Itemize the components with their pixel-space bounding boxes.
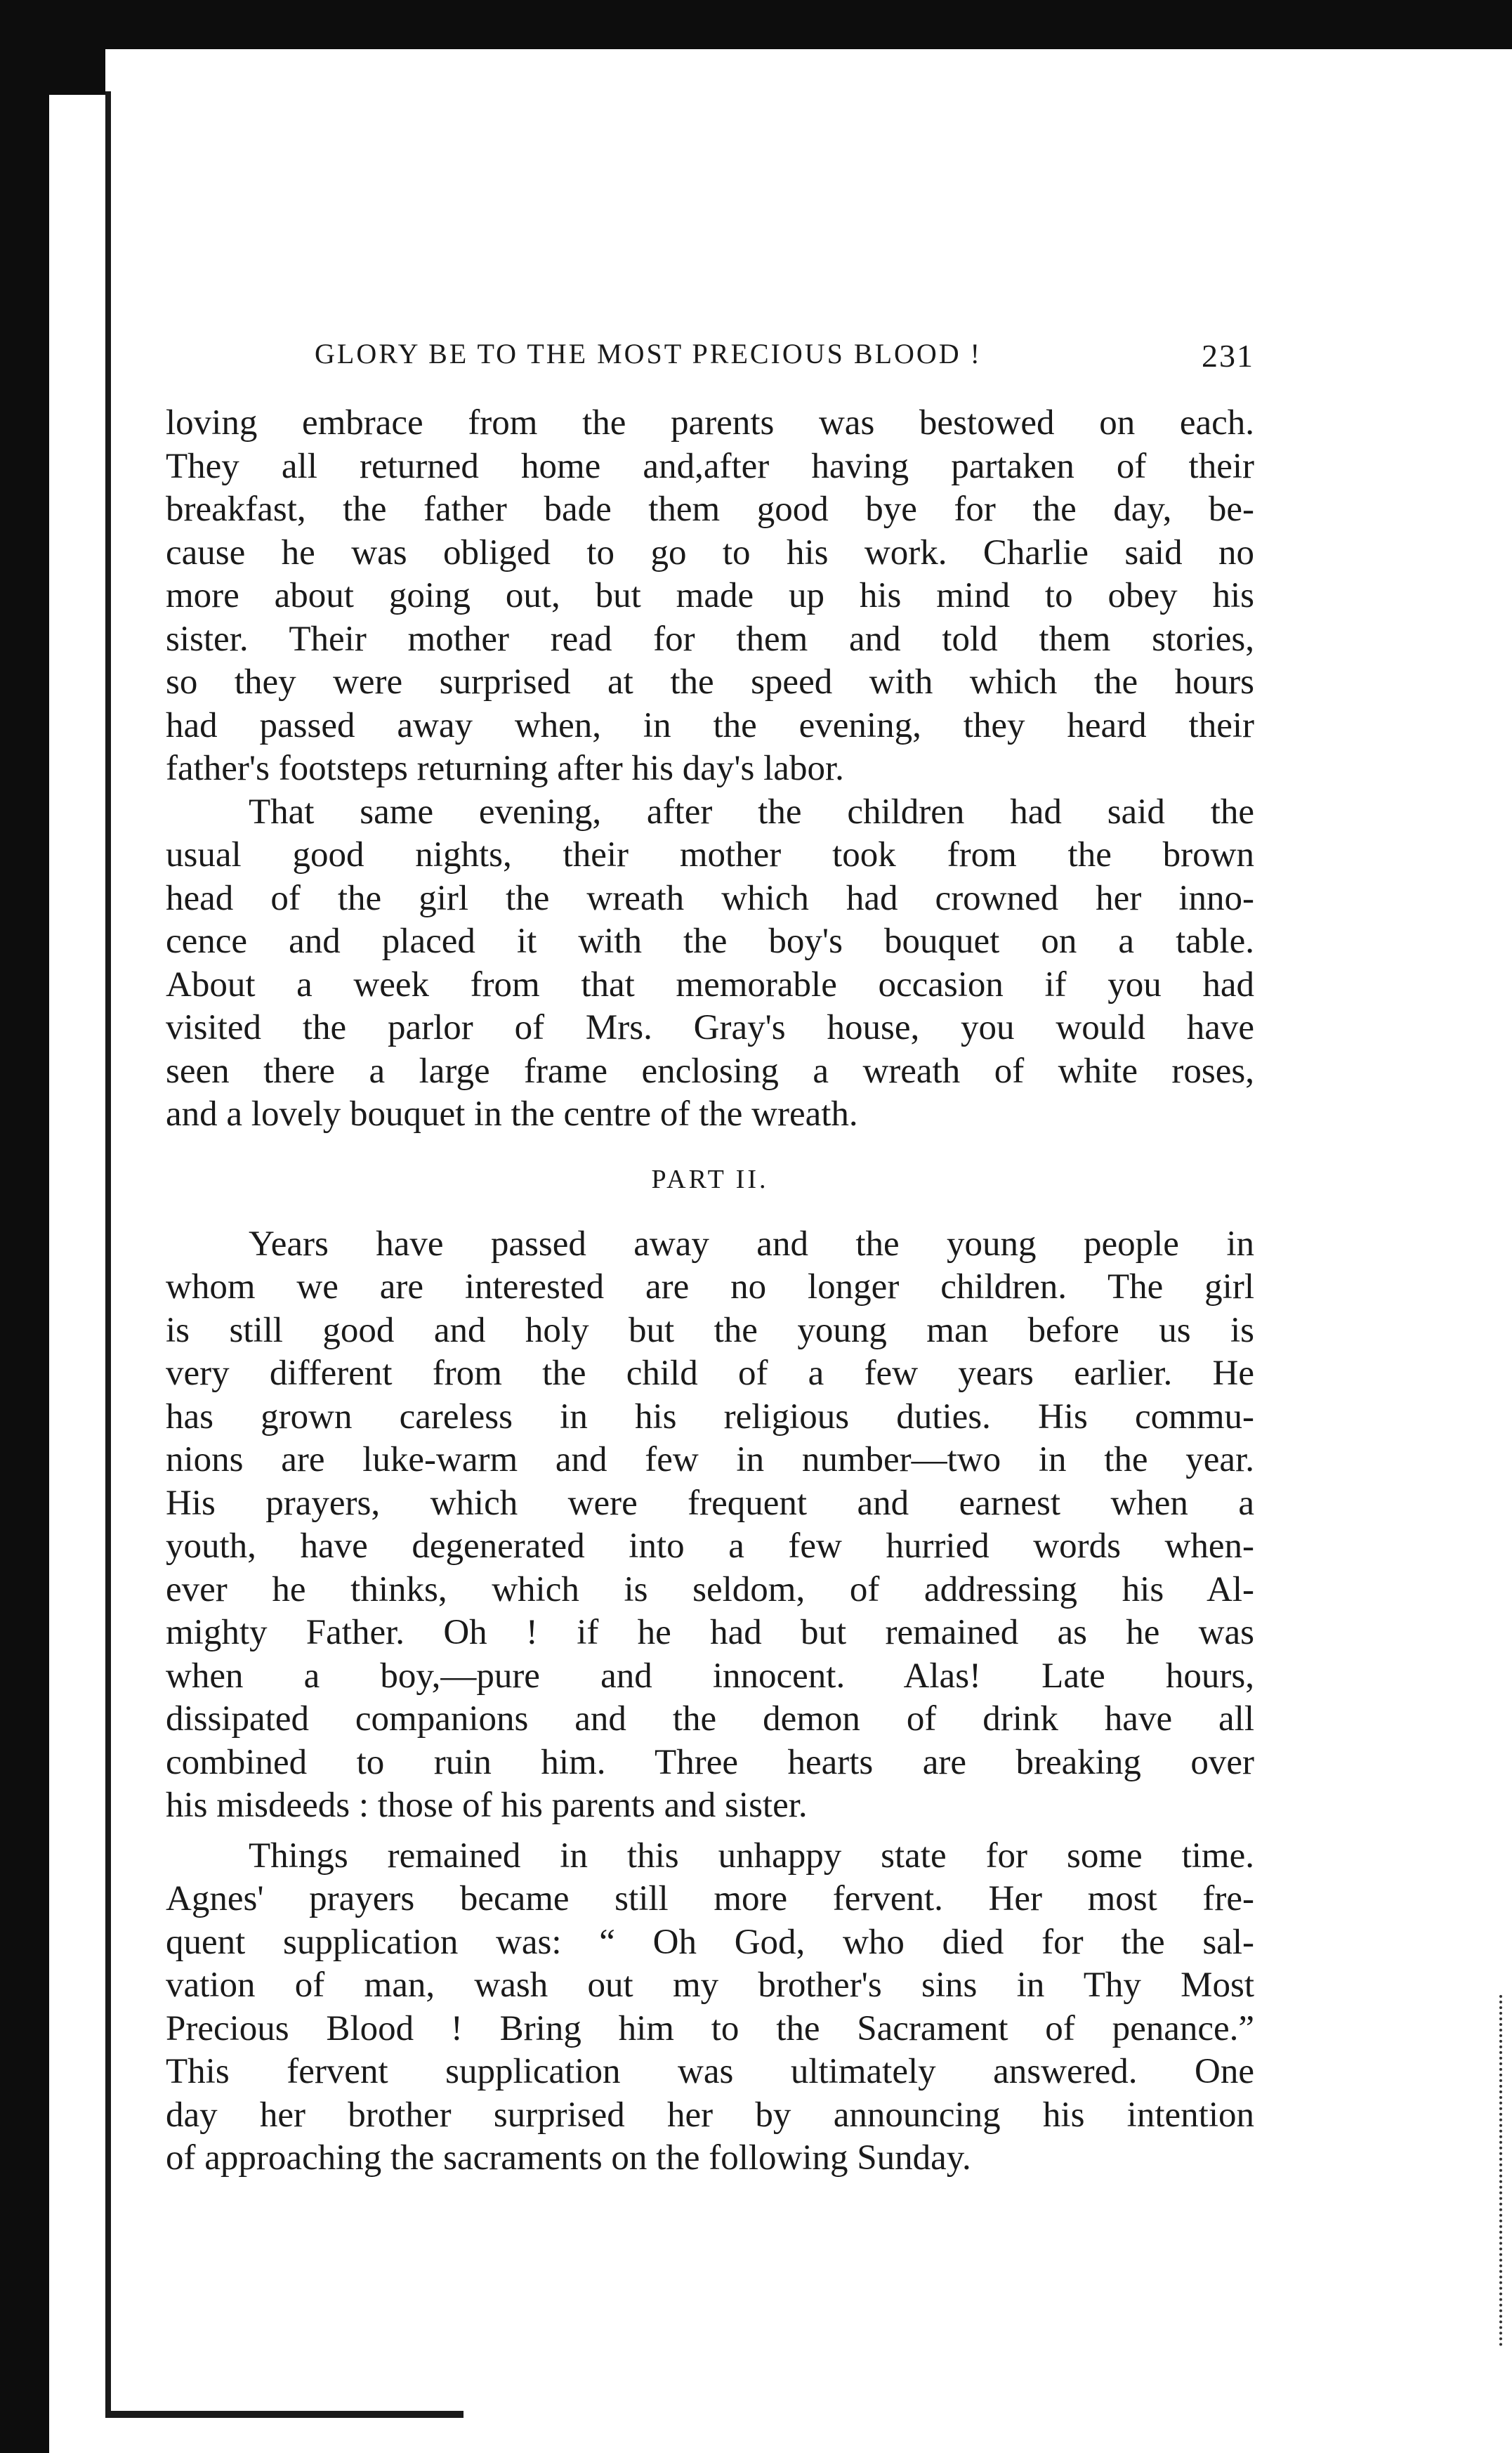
- running-head-title: GLORY BE TO THE MOST PRECIOUS BLOOD !: [315, 338, 982, 369]
- text-line: Agnes' prayers became still more fervent. Her most fre-: [166, 1879, 1254, 1918]
- text-line: youth, have degenerated into a few hurried words when-: [166, 1526, 1254, 1566]
- text-line: mighty Father. Oh ! if he had but remained as he was: [166, 1613, 1254, 1652]
- paragraph-years-passed: [166, 1223, 1254, 1828]
- page-number: 231: [1202, 338, 1254, 374]
- text-line: has grown careless in his religious duties. His commu-: [166, 1396, 1254, 1437]
- text-line: so they were surprised at the speed with which the hours: [166, 662, 1254, 702]
- text-line: cause he was obliged to go to his work. Charlie said no: [166, 532, 1254, 573]
- text-line: quent supplication was: “ Oh God, who died for the sal-: [166, 1922, 1254, 1962]
- text-line: cence and placed it with the boy's bouquet on a table.: [166, 922, 1254, 961]
- text-line: nions are luke-warm and few in number—two in the year.: [166, 1440, 1254, 1479]
- text-line: usual good nights, their mother took from the brown: [166, 835, 1254, 875]
- text-line: combined to ruin him. Three hearts are breaking over: [166, 1742, 1254, 1782]
- text-line: had passed away when, in the evening, they heard their: [166, 705, 1254, 745]
- text-line: His prayers, which were frequent and earnest when a: [166, 1483, 1254, 1523]
- text-line: visited the parlor of Mrs. Gray's house, you would have: [166, 1008, 1254, 1047]
- text-line: and a lovely bouquet in the centre of the wreath.: [166, 1094, 858, 1134]
- scan-page-rule-left: [105, 91, 111, 2416]
- text-line: sister. Their mother read for them and told them stories,: [166, 619, 1254, 659]
- text-line: loving embrace from the parents was bestowed on each.: [166, 403, 1254, 443]
- text-line: About a week from that memorable occasion if you had: [166, 964, 1254, 1005]
- scan-speckle-right: [1492, 1995, 1502, 2346]
- text-line: Precious Blood ! Bring him to the Sacrament of penance.”: [166, 2008, 1254, 2048]
- paragraph-things-remained: [166, 1835, 1254, 2180]
- running-head: [166, 337, 1254, 379]
- text-line: vation of man, wash out my brother's sins in Thy Most: [166, 1965, 1254, 2005]
- text-line: seen there a large frame enclosing a wreath of white roses,: [166, 1051, 1254, 1091]
- text-line: This fervent supplication was ultimately answered. One: [166, 2052, 1254, 2091]
- text-line: when a boy,—pure and innocent. Alas! Late hours,: [166, 1656, 1254, 1696]
- text-line: day her brother surprised her by announcing his intention: [166, 2095, 1254, 2135]
- paragraph-evening: [166, 791, 1254, 1137]
- body-text: [166, 402, 1254, 2180]
- text-line: whom we are interested are no longer children. The girl: [166, 1267, 1254, 1307]
- part-heading: PART II.: [651, 1164, 769, 1194]
- text-line: That same evening, after the children had said the: [249, 792, 1254, 832]
- text-line: more about going out, but made up his mind to obey his: [166, 576, 1254, 615]
- text-line: breakfast, the father bade them good bye for the day, be-: [166, 490, 1254, 529]
- paragraph-continuation: [166, 402, 1254, 791]
- scan-page-edge-top: [105, 49, 1512, 95]
- text-line: Things remained in this unhappy state for some time.: [249, 1836, 1254, 1876]
- text-line: ever he thinks, which is seldom, of addressing his Al-: [166, 1569, 1254, 1609]
- text-line: very different from the child of a few years earlier. He: [166, 1354, 1254, 1393]
- text-line: head of the girl the wreath which had crowned her inno-: [166, 878, 1254, 918]
- text-line: They all returned home and,after having partaken of their: [166, 446, 1254, 486]
- text-line: is still good and holy but the young man before us is: [166, 1310, 1254, 1350]
- text-line: dissipated companions and the demon of drink have all: [166, 1699, 1254, 1739]
- scan-border-left: [0, 0, 49, 2453]
- scan-page-rule-bottom: [105, 2411, 464, 2418]
- text-line: father's footsteps returning after his day's labor.: [166, 749, 844, 788]
- scan-page-edge-left: [49, 95, 109, 2453]
- text-line: his misdeeds : those of his parents and sister.: [166, 1786, 808, 1825]
- text-line: of approaching the sacraments on the following Sunday.: [166, 2138, 971, 2178]
- paragraph-gap: [166, 1828, 1254, 1835]
- text-line: Years have passed away and the young people in: [249, 1224, 1254, 1264]
